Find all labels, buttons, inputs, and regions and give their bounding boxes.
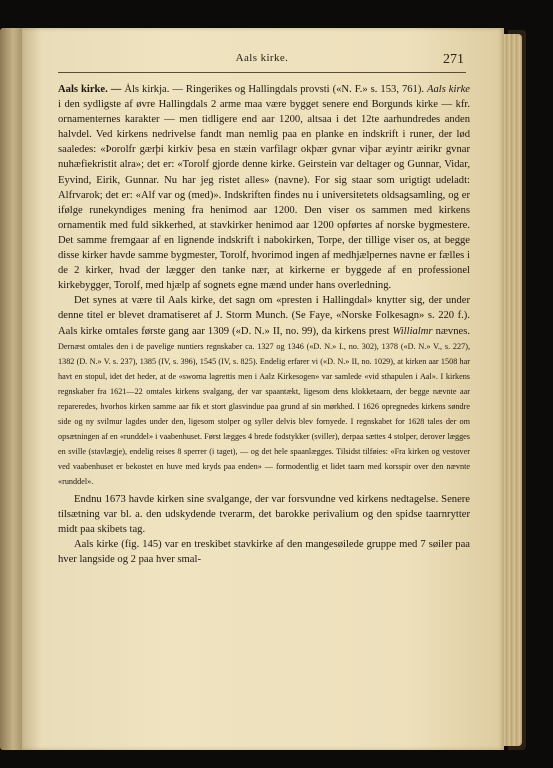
paragraph-1	[58, 82, 470, 293]
left-page-edge	[0, 28, 22, 750]
paragraph-4: Aals kirke (fig. 145) var en treskibet stavkirke af den mangesøilede gruppe med 7 søiler paa hver langside og 2 paa hver smal-	[58, 538, 470, 565]
section-heading: Aals kirke. —	[58, 84, 122, 95]
paragraph-2-text-b: nævnes.	[435, 325, 470, 337]
page-header	[58, 50, 466, 73]
paragraph-1-text-b: i den sydligste af øvre Hallingdals 2 arme maa være bygget senere end Borgunds kirke — kfr. ornamenternes karakter — men tidligere end aar 1200, altsaa i det 12te aarhundredes anden halvdel. Ved kirkens nedrivelse fandt man nemlig paa en planke en indskrift i runer, der lød saaledes: «Þorolfr gærþi kirkiv þesa en stæin varfilagr okþær gvnar viþar æyintr æirikr gvnar nuhæfiekristit alra»; det er: «Torolf gjorde denne kirke. Geirstein var deltager og Gunnar, Vidar, Eyvind, Eirik, Gunnar. Nu har jeg ristet alles» (navne). For sig staar som urigtigt udeladt: Alfrvarok; det er: «Alf var og (med)». Indskriften findes nu i universitetets oldsagsamling, og er ifølge runekyndiges mening fra henimod aar 1200. Den viser os sammen med kirkens ornamentik med fuld sikkerhed, at stavkirker henimod aar 1200 opførtes af norske bygmestere. Det samme fremgaar af en lignende indskrift i nabokirken, Torpe, der tillige viser os, at begge disse kirker havde samme bygmester, Torolf, hvorimod ingen af medhjælpernes navne er fælles i de 2 kirker, hvad der lægger den tanke nær, at kirkerne er byggede af en professionel kirkebygger, Torolf, med hjælp af sognets egne mænd under hans overledning.	[58, 99, 470, 292]
paragraph-1-italic: Aals kirke	[427, 84, 470, 95]
paragraph-1-text-a: Ȧls kirkja. — Ringerikes og Hallingdals provsti («N. F.» s. 153, 761).	[124, 84, 425, 95]
running-title: Aals kirke.	[235, 52, 289, 64]
paragraph-2-small-print: Dernæst omtales den i de pavelige nuntiers regnskaber ca. 1327 og 1346 («D. N.» I., no. 302), 1378 («D. N.» V., s. 227), 1382 (D. N.» V. s. 237), 1385 (IV, s. 396), 1545 (IV, s. 825). Endelig erfarer vi («D. N.» II, no. 1029), at kirken aar 1508 har havt en stopul, idet det heder, at de «sworna lagrettis men i Aalz Kirkesogen» var samlede «vid sthapulen i Aal». I kirkens regnskaber fra 1621—22 omtales kirkens svalgang, der var spaantækt, ligesom dens klokketaarn, der begge nævnte aar repareredes, hvorhos kirken samme aar fik et stort glasvindue paa grund af sin mørkhed. I 1626 opregnedes kirkens søndre side og ny svilmur lagdes under den, ligesom stolper og syller delvis blev fornyede. I regnskabet for 1628 tales der om opsætningen af en «runddel» i vaabenhuset. Først lægges 4 brede fodstykker (sviller), derpaa sættes 4 stolper, derover lægges en sville (stavlægje), endelig reises 8 sperrer (i taget), — og det hele spaanlægges. Tilsidst tilføies: «Fra kirken og vestover ved vaabenhuset er bekostet en huve med kryds paa enden» — formodentlig et lidet taarn med korsspir over den nævnte «runddel».	[58, 341, 470, 487]
paragraph-2-italic: Willialmr	[392, 325, 433, 337]
paragraph-2	[58, 293, 470, 489]
page-number: 271	[443, 52, 464, 67]
paragraph-3: Endnu 1673 havde kirken sine svalgange, der var forsvundne ved kirkens nedtagelse. Senere tilsætning var bl. a. den udskydende tverarm, det barokke perivalium og den spidse taarnrytter midt paa skibets tag.	[58, 493, 470, 535]
page-body	[58, 82, 470, 567]
paragraph-2-text-a: Det synes at være til Aals kirke, det sagn om «presten i Hallingdal» knytter sig, der under denne titel er blevet dramatiseret af J. Storm Munch. (Se Faye, «Norske Folkesagn» s. 220 f.). Aals kirke omtales første gang aar 1309 («D. N.» II, no. 99), da kirkens prest	[58, 295, 470, 337]
